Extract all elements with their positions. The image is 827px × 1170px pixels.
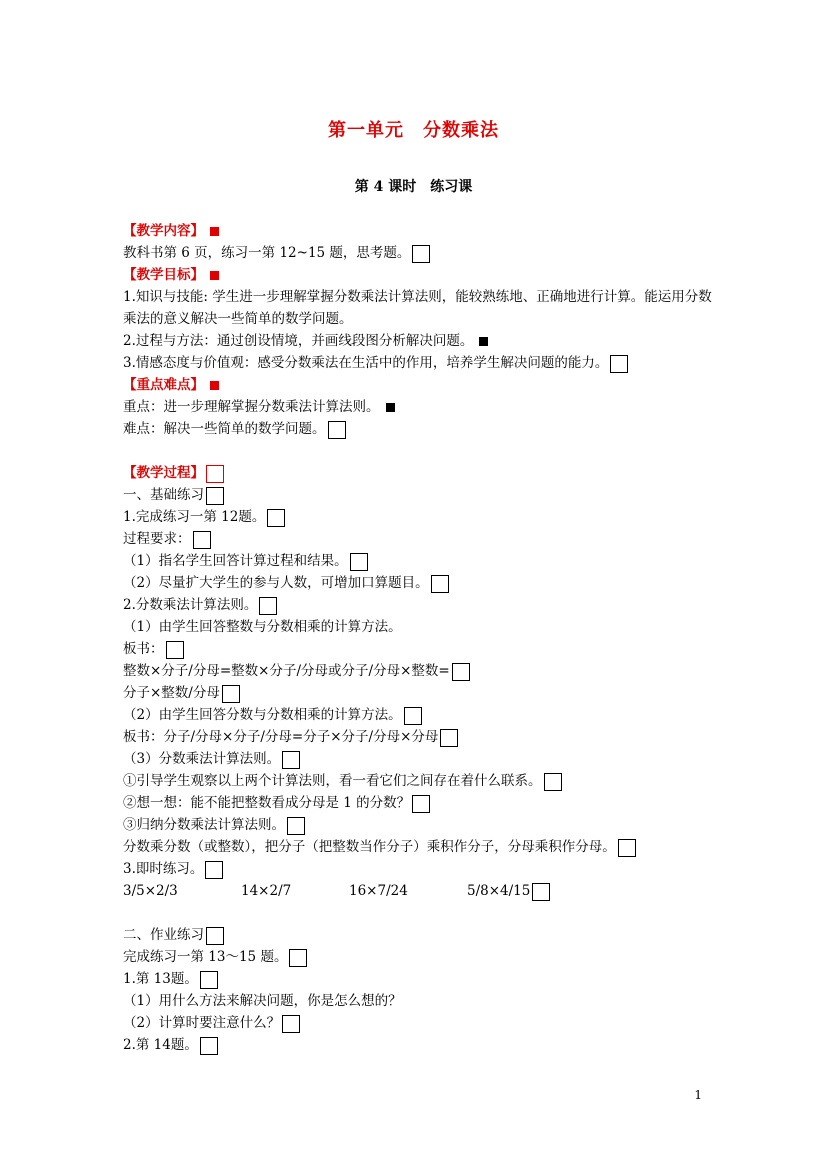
empty-box-icon	[282, 1015, 300, 1033]
paragraph: 过程要求：	[123, 528, 713, 550]
lesson-content	[123, 220, 713, 1056]
paragraph: 分数乘分数（或整数），把分子（把整数当作分子）乘积作分子，分母乘积作分母。	[123, 836, 713, 858]
paragraph: 分子×整数/分母	[123, 682, 713, 704]
paragraph: （3）分数乘法计算法则。	[123, 748, 713, 770]
paragraph: 完成练习一第 13～15 题。	[123, 946, 713, 968]
empty-box-icon	[200, 971, 218, 989]
empty-box-icon	[206, 487, 224, 505]
exercise-item: 5/8×4/15	[467, 883, 531, 899]
empty-box-icon	[412, 795, 430, 813]
paragraph: ②想一想：能不能把整数看成分母是 1 的分数？	[123, 792, 713, 814]
empty-box-icon	[166, 641, 184, 659]
section-heading-goals: 【教学目标】	[123, 264, 713, 286]
empty-box-icon	[452, 663, 470, 681]
paragraph: （2）尽量扩大学生的参与人数，可增加口算题目。	[123, 572, 713, 594]
empty-box-icon	[404, 707, 422, 725]
paragraph: ①引导学生观察以上两个计算法则，看一看它们之间存在着什么联系。	[123, 770, 713, 792]
exercise-item: 14×2/7	[241, 883, 292, 899]
paragraph: （1）用什么方法来解决问题，你是怎么想的？	[123, 993, 402, 1009]
empty-box-icon	[205, 861, 223, 879]
empty-box-icon	[350, 553, 368, 571]
paragraph: 1.第 13题。	[123, 968, 713, 990]
empty-box-icon	[618, 839, 636, 857]
paragraph: 难点：解决一些简单的数学问题。	[123, 418, 713, 440]
paragraph: 2.分数乘法计算法则。	[123, 594, 713, 616]
empty-box-icon	[267, 509, 285, 527]
paragraph: 一、基础练习	[123, 484, 713, 506]
empty-box-icon	[328, 421, 346, 439]
paragraph: （2）由学生回答分数与分数相乘的计算方法。	[123, 704, 713, 726]
paragraph: ③归纳分数乘法计算法则。	[123, 814, 713, 836]
paragraph: 二、作业练习	[123, 924, 713, 946]
empty-box-icon	[544, 773, 562, 791]
empty-box-icon	[206, 927, 224, 945]
empty-box-icon	[259, 597, 277, 615]
section-heading-content: 【教学内容】	[123, 220, 713, 242]
paragraph: （1）指名学生回答计算过程和结果。	[123, 550, 713, 572]
empty-box-icon	[431, 575, 449, 593]
exercise-item: 16×7/24	[349, 883, 408, 899]
paragraph: 3.情感态度与价值观：感受分数乘法在生活中的作用，培养学生解决问题的能力。	[123, 352, 713, 374]
page-number: 1	[694, 1088, 702, 1102]
paragraph: 板书：	[123, 638, 713, 660]
bullet-square-icon	[210, 227, 219, 236]
empty-box-icon	[200, 1037, 218, 1055]
paragraph: （1）由学生回答整数与分数相乘的计算方法。	[123, 619, 402, 635]
page-title: 第一单元 分数乘法	[328, 120, 499, 141]
empty-box-icon	[287, 817, 305, 835]
empty-box-icon	[412, 245, 430, 263]
empty-box-icon	[222, 685, 240, 703]
exercise-item: 3/5×2/3	[123, 883, 178, 899]
section-heading-key-points: 【重点难点】	[123, 374, 713, 396]
paragraph: 重点：进一步理解掌握分数乘法计算法则。	[123, 396, 713, 418]
section-heading-process: 【教学过程】	[123, 462, 713, 484]
empty-box-icon	[193, 531, 211, 549]
empty-box-icon	[440, 729, 458, 747]
bullet-square-icon	[210, 271, 219, 280]
paragraph: 2.第 14题。	[123, 1034, 713, 1056]
paragraph: （2）计算时要注意什么？	[123, 1012, 713, 1034]
paragraph: 板书：分子/分母×分子/分母=分子×分子/分母×分母	[123, 726, 713, 748]
exercise-row	[123, 880, 713, 902]
paragraph: 1.完成练习一第 12题。	[123, 506, 713, 528]
empty-box-icon	[289, 949, 307, 967]
empty-box-icon	[282, 751, 300, 769]
empty-box-icon	[532, 883, 550, 901]
empty-box-icon	[610, 355, 628, 373]
paragraph: 3.即时练习。	[123, 858, 713, 880]
bullet-square-icon	[386, 403, 395, 412]
bullet-square-icon	[210, 381, 219, 390]
lesson-subtitle: 第 4 课时 练习课	[354, 179, 473, 195]
paragraph: 1.知识与技能: 学生进一步理解掌握分数乘法计算法则，能较熟练地、正确地进行计算。能运用分数乘法的意义解决一些简单的数学问题。	[123, 289, 712, 327]
paragraph: 整数×分子/分母=整数×分子/分母或分子/分母×整数=	[123, 660, 713, 682]
empty-box-icon	[206, 465, 224, 483]
paragraph: 2.过程与方法：通过创设情境，并画线段图分析解决问题。	[123, 330, 713, 352]
bullet-square-icon	[479, 337, 488, 346]
paragraph: 教科书第 6 页，练习一第 12~15 题，思考题。	[123, 242, 713, 264]
